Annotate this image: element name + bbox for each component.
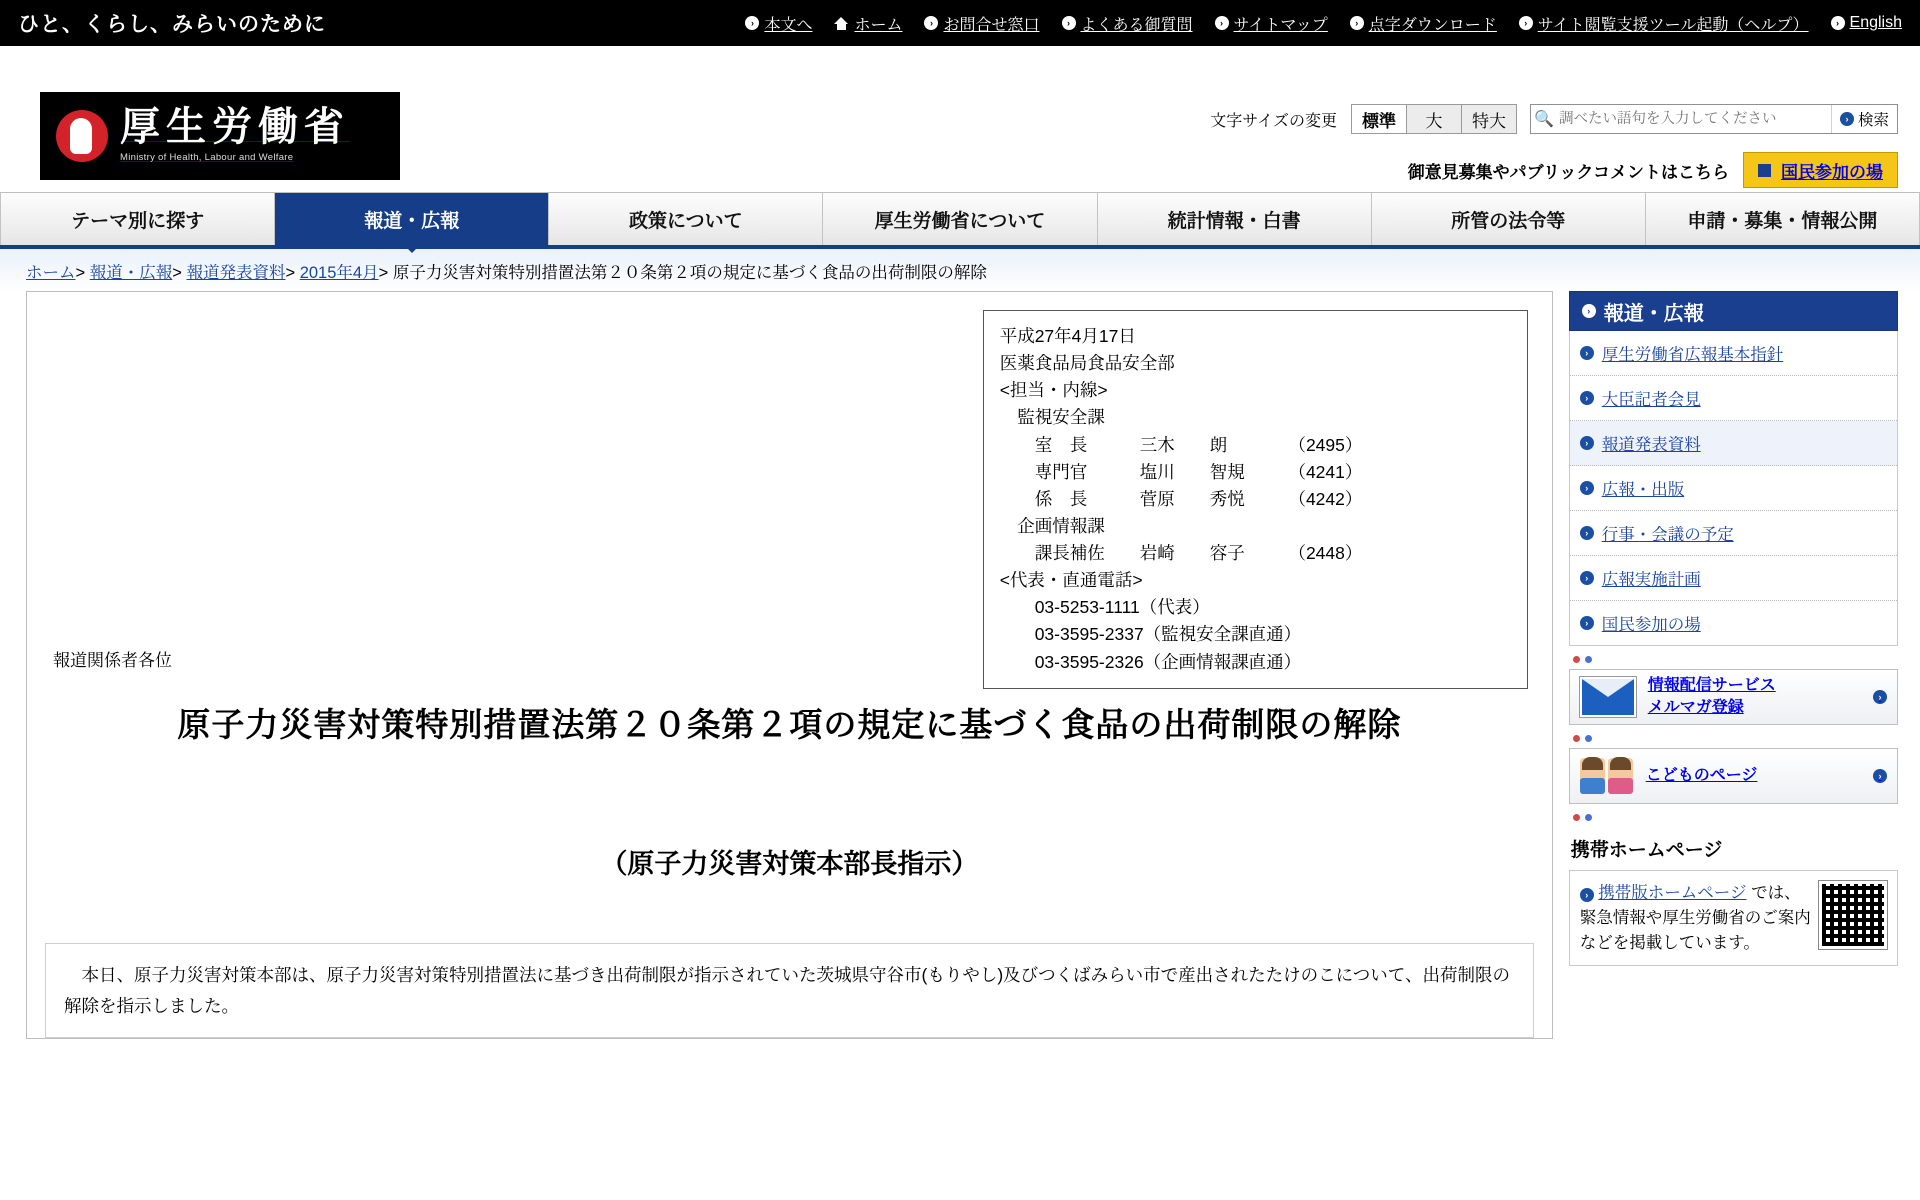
utility-link-accessibility-tool[interactable] [1519,12,1809,35]
sidebar-item-public-participation[interactable] [1570,601,1897,645]
contact-line: <担当・内線> [999,380,1108,401]
qr-code-icon [1819,881,1887,949]
decorative-dots [1573,656,1898,663]
arrow-circle-icon: › [924,16,938,30]
main-column [26,291,1553,1039]
utility-link-label: English [1849,14,1902,31]
utility-link-label: 本文へ [764,16,813,34]
public-participation-label: 国民参加の場 [1781,162,1883,182]
utility-link-english[interactable] [1831,14,1902,32]
sidebar-item-minister-press[interactable] [1570,376,1897,421]
logo-title-jp: 厚生労働省 [120,105,350,149]
breadcrumb-separator: > [172,264,182,282]
sidebar-item-pr-policy[interactable] [1570,331,1897,376]
breadcrumb-separator: > [75,264,86,282]
mail-magazine-banner[interactable] [1569,669,1898,725]
mobile-site-link[interactable]: 携帯版ホームページ [1598,884,1747,902]
arrow-circle-icon: › [1580,436,1594,450]
sidebar-item-label[interactable]: 行事・会議の予定 [1601,526,1734,544]
logo-text [120,107,350,165]
breadcrumb [0,249,1920,291]
square-bullet-icon [1758,164,1771,177]
utility-link-label: ホーム [854,16,903,34]
utility-bar [0,0,1920,46]
slogan: ひと、くらし、みらいのために [18,13,326,36]
breadcrumb-link-month[interactable]: 2015年4月 [299,264,379,282]
arrow-circle-icon: › [1580,571,1594,585]
contact-line: 課長補佐 岩崎 容子 （2448） [999,543,1363,563]
mail-magazine-line1: 情報配信サービス [1647,677,1776,695]
contact-line: 医薬食品局食品安全部 [999,353,1175,374]
mobile-site-description: では、緊急情報や厚生労働省のご案内などを掲載しています。 [1579,884,1811,952]
nav-item-press[interactable]: 報道・広報 [275,193,549,245]
breadcrumb-link-home[interactable]: ホーム [26,264,76,282]
mobile-site-text [1580,881,1811,955]
press-release-document [26,291,1553,1039]
site-logo[interactable] [40,92,400,180]
contact-line: 室 長 三木 朗 （2495） [999,434,1363,455]
contact-block [983,310,1528,689]
nav-item-theme[interactable]: テーマ別に探す [0,193,275,245]
search-box [1530,104,1898,134]
mail-magazine-line2: メルマガ登録 [1647,699,1744,716]
breadcrumb-link-releases[interactable]: 報道発表資料 [186,264,286,282]
nav-item-about[interactable]: 厚生労働省について [823,193,1097,245]
sidebar-item-pr-plan[interactable] [1570,556,1897,601]
contact-line: 03-3595-2337（監視安全課直通） [999,624,1302,645]
utility-link-braille[interactable] [1350,12,1497,35]
arrow-circle-icon: › [1582,304,1596,318]
kids-page-banner[interactable] [1569,748,1898,804]
contact-line: <代表・直通電話> [999,570,1143,591]
logo-title-en: Ministry of Health, Labour and Welfare [120,152,294,163]
utility-link-contact[interactable] [924,12,1039,35]
utility-link-label: サイトマップ [1233,16,1328,34]
font-size-control [1210,104,1898,134]
font-size-xlarge-button[interactable]: 特大 [1461,104,1517,134]
utility-link-sitemap[interactable] [1215,12,1328,35]
arrow-circle-icon: › [1873,690,1887,704]
search-button-label: 検索 [1857,112,1889,129]
contact-line: 専門官 塩川 智規 （4241） [999,461,1363,482]
contact-line: 企画情報課 [999,515,1105,536]
decorative-dots [1573,814,1898,821]
content-area [0,291,1920,1039]
sidebar-heading-label: 報道・広報 [1603,302,1704,325]
mobile-site-title: 携帯ホームページ [1570,840,1723,861]
arrow-circle-icon: › [1873,769,1887,783]
sidebar-item-label[interactable]: 厚生労働省広報基本指針 [1601,346,1784,364]
arrow-circle-icon: › [1350,16,1364,30]
sidebar-list [1569,331,1898,646]
font-size-label: 文字サイズの変更 [1210,112,1337,130]
sidebar-item-pr-publications[interactable] [1570,466,1897,511]
sidebar [1569,291,1898,1039]
global-nav [0,192,1920,245]
utility-link-faq[interactable] [1062,12,1193,35]
mail-icon [1580,677,1636,717]
decorative-dots [1573,735,1898,742]
breadcrumb-link-press[interactable]: 報道・広報 [89,264,173,282]
utility-links [745,12,1902,35]
nav-item-policy[interactable]: 政策について [549,193,823,245]
sidebar-item-label[interactable]: 広報・出版 [1601,481,1685,499]
addressee: 報道関係者各位 [53,651,172,670]
document-title: 原子力災害対策特別措置法第２０条第２項の規定に基づく食品の出荷制限の解除 [177,706,1402,743]
contact-line: 03-5253-1111（代表） [999,597,1210,618]
arrow-circle-icon: › [1580,616,1594,630]
utility-link-label: サイト閲覧支援ツール起動（ヘルプ） [1537,16,1809,34]
public-participation-button[interactable] [1743,152,1898,188]
font-size-standard-button[interactable]: 標準 [1351,104,1407,134]
sidebar-item-label[interactable]: 報道発表資料 [1601,436,1701,454]
contact-line: 平成27年4月17日 [999,326,1136,346]
arrow-circle-icon: › [1580,346,1594,360]
arrow-circle-icon: › [1831,16,1845,30]
sidebar-item-label[interactable]: 国民参加の場 [1601,616,1701,634]
sidebar-item-events[interactable] [1570,511,1897,556]
search-button[interactable] [1831,105,1897,133]
arrow-circle-icon: › [1519,16,1533,30]
home-icon [834,17,849,30]
mobile-site-box [1569,870,1898,966]
nav-item-statistics[interactable]: 統計情報・白書 [1098,193,1372,245]
arrow-circle-icon: › [1580,526,1594,540]
utility-link-label: よくある御質問 [1080,16,1193,34]
search-icon: 🔍 [1534,111,1554,128]
nav-item-laws[interactable]: 所管の法令等 [1372,193,1646,245]
breadcrumb-separator: > [285,264,296,282]
arrow-circle-icon: › [1215,16,1229,30]
breadcrumb-current: 原子力災害対策特別措置法第２０条第２項の規定に基づく食品の出荷制限の解除 [392,264,987,282]
contact-line: 係 長 菅原 秀悦 （4242） [999,488,1363,509]
document-subtitle: （原子力災害対策本部長指示） [600,849,979,879]
utility-link-honbun[interactable] [745,12,812,35]
utility-link-home[interactable] [834,12,902,35]
arrow-circle-icon: › [1580,481,1594,495]
kids-page-label: こどものページ [1645,767,1758,785]
arrow-circle-icon: › [1062,16,1076,30]
utility-link-label: 点字ダウンロード [1368,16,1497,34]
contact-line: 03-3595-2326（企画情報課直通） [999,651,1302,672]
sidebar-item-press-releases[interactable] [1570,421,1897,466]
arrow-circle-icon: › [1580,391,1594,405]
nav-item-applications[interactable]: 申請・募集・情報公開 [1646,193,1920,245]
sidebar-heading [1569,291,1898,331]
arrow-circle-icon: › [745,16,759,30]
utility-link-label: お問合せ窓口 [943,16,1040,34]
arrow-circle-icon: › [1580,888,1594,902]
search-input[interactable] [1557,105,1831,133]
breadcrumb-separator: > [378,264,389,282]
contact-line: 監視安全課 [999,407,1105,428]
public-comment-text: 御意見募集やパブリックコメントはこちら [1407,162,1729,182]
arrow-circle-icon: › [1840,112,1854,126]
public-comment-row [1210,152,1898,188]
header-tools [1210,104,1898,188]
ministry-emblem-icon [56,110,108,162]
document-body: 本日、原子力災害対策本部は、原子力災害対策特別措置法に基づき出荷制限が指示されていた茨城県守谷市(もりやし)及びつくばみらい市で産出されたたけのこについて、出荷制限の解除を指示しました。 [45,943,1534,1038]
sidebar-item-label[interactable]: 広報実施計画 [1601,571,1701,589]
mail-magazine-label [1648,675,1776,718]
kids-icon [1580,758,1634,794]
site-header [0,46,1920,192]
font-size-large-button[interactable]: 大 [1406,104,1462,134]
sidebar-item-label[interactable]: 大臣記者会見 [1601,391,1701,409]
